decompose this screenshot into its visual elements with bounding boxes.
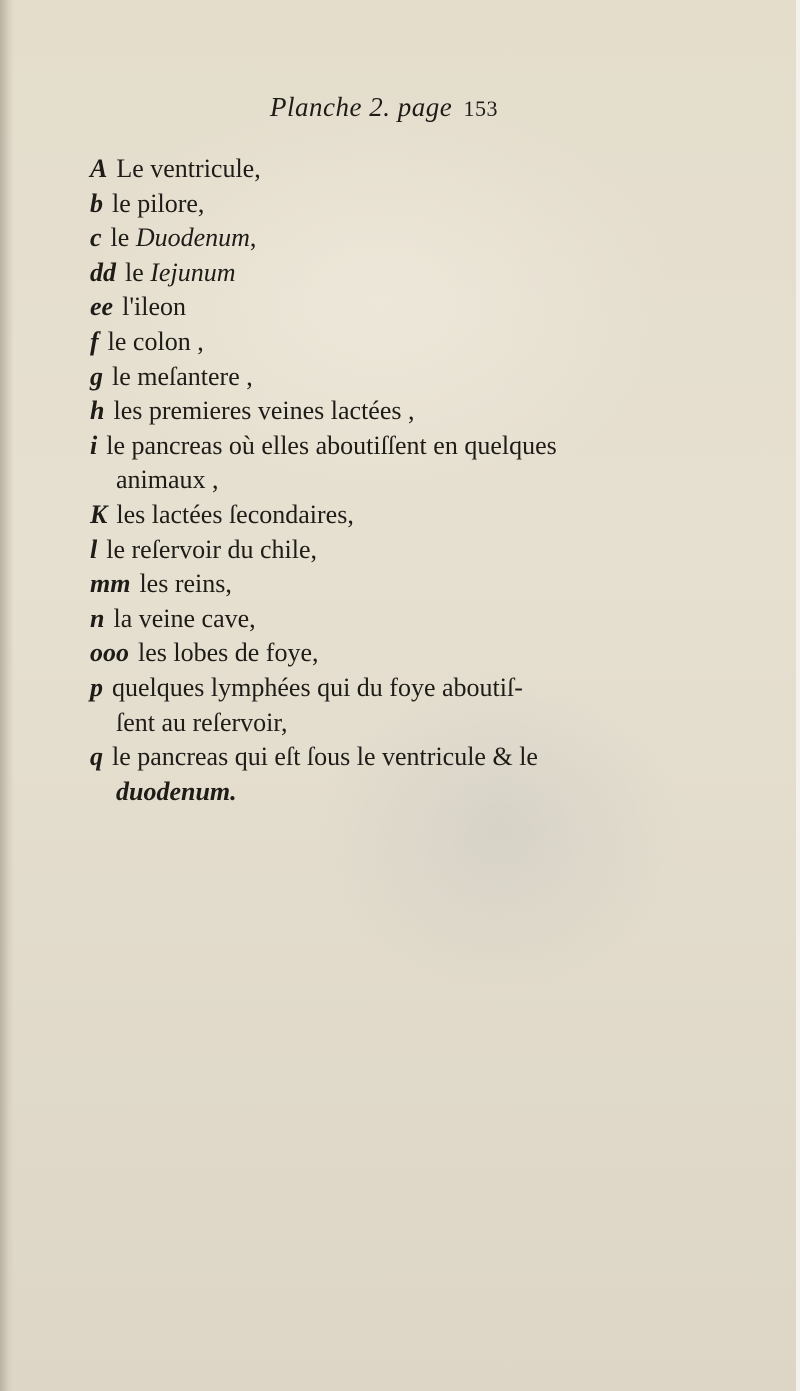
entry-text: le pilore, bbox=[112, 188, 205, 218]
plate-title: Planche 2. bbox=[270, 92, 391, 122]
entry-text: l'ileon bbox=[122, 292, 186, 322]
legend-entry-a bbox=[90, 152, 730, 187]
entry-letter: b bbox=[90, 188, 103, 218]
legend-entry-g bbox=[90, 360, 730, 395]
entry-continuation: duodenum. bbox=[116, 776, 237, 806]
entry-continuation: animaux , bbox=[116, 465, 219, 495]
legend-entry-c bbox=[90, 221, 730, 256]
legend-entry-h bbox=[90, 394, 730, 429]
legend-list bbox=[90, 152, 730, 809]
book-spine-shadow bbox=[0, 0, 14, 1391]
entry-text: les reins, bbox=[139, 569, 232, 599]
plate-header bbox=[270, 92, 498, 123]
legend-entry-mm bbox=[90, 567, 730, 602]
entry-text: quelques lymphées qui du foye aboutiſ- bbox=[112, 672, 523, 702]
entry-text-after: , bbox=[249, 223, 257, 253]
entry-letter: c bbox=[90, 223, 102, 253]
entry-letter: ooo bbox=[90, 638, 129, 668]
legend-entry-b bbox=[90, 187, 730, 222]
legend-entry-p bbox=[90, 671, 730, 740]
entry-letter: A bbox=[90, 154, 108, 183]
entry-text: Le ventricule, bbox=[116, 154, 261, 183]
entry-text: le meſantere , bbox=[112, 361, 253, 391]
legend-entry-q bbox=[90, 740, 730, 809]
entry-letter: K bbox=[90, 499, 108, 529]
entry-letter: dd bbox=[90, 257, 116, 287]
legend-entry-ooo bbox=[90, 636, 730, 671]
entry-letter: f bbox=[90, 326, 99, 356]
entry-continuation: ſent au reſervoir, bbox=[116, 707, 288, 737]
entry-text: le pancreas qui eſt ſous le ventricule & le bbox=[112, 742, 538, 772]
entry-italic-term: Duodenum bbox=[135, 223, 250, 253]
page-edge bbox=[796, 0, 800, 1391]
legend-entry-f bbox=[90, 325, 730, 360]
legend-entry-k bbox=[90, 498, 730, 533]
page-number: 153 bbox=[463, 96, 498, 121]
entry-letter: h bbox=[90, 396, 105, 426]
entry-letter: ee bbox=[90, 292, 114, 322]
entry-letter: q bbox=[90, 742, 103, 772]
legend-entry-l bbox=[90, 533, 730, 568]
entry-letter: p bbox=[90, 672, 103, 702]
entry-letter: g bbox=[90, 361, 103, 391]
entry-text: les lobes de foye, bbox=[138, 638, 319, 668]
entry-text: le colon , bbox=[107, 326, 204, 356]
legend-entry-i bbox=[90, 429, 730, 498]
legend-entry-n bbox=[90, 602, 730, 637]
entry-text: les premieres veines lactées , bbox=[113, 396, 415, 426]
entry-letter: l bbox=[90, 534, 98, 564]
entry-text: le bbox=[110, 223, 136, 253]
entry-text: le bbox=[125, 257, 151, 287]
entry-text: le reſervoir du chile, bbox=[106, 534, 318, 564]
entry-italic-term: Iejunum bbox=[150, 257, 236, 287]
legend-entry-ee bbox=[90, 290, 730, 325]
entry-letter: i bbox=[90, 430, 98, 460]
entry-text: le pancreas où elles aboutiſſent en quelques bbox=[106, 430, 557, 460]
entry-text: la veine cave, bbox=[113, 603, 256, 633]
entry-letter: n bbox=[90, 603, 105, 633]
entry-text: les lactées ſecondaires, bbox=[116, 499, 354, 529]
legend-entry-dd bbox=[90, 256, 730, 291]
entry-letter: mm bbox=[90, 569, 131, 599]
page-word: page bbox=[397, 92, 453, 122]
